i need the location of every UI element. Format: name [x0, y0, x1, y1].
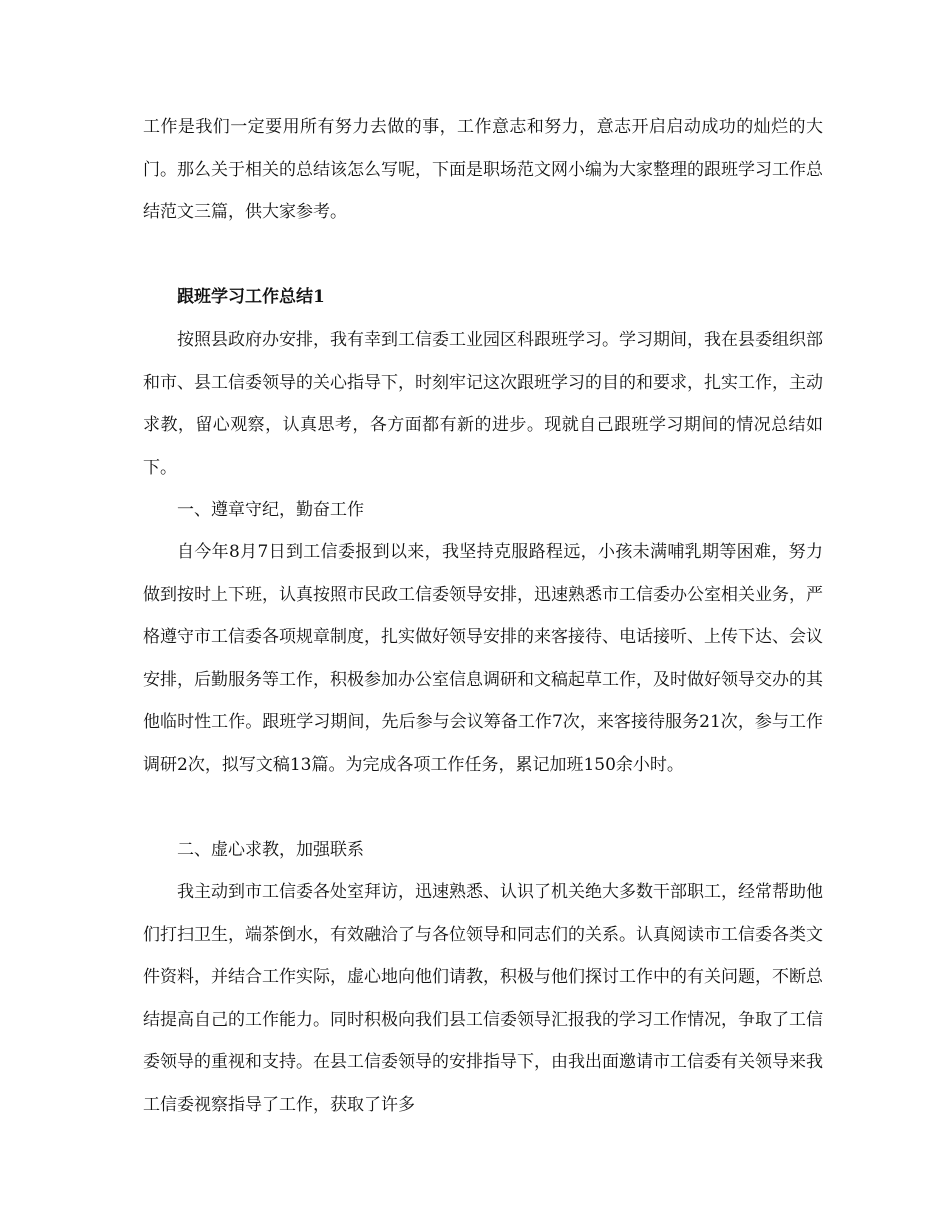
body-paragraph-1: 按照县政府办安排，我有幸到工信委工业园区科跟班学习。学习期间，我在县委组织部和市、县工信委领导的关心指导下，时刻牢记这次跟班学习的目的和要求，扎实工作，主动求教，留心观察，认真思考，各方面都有新的进步。现就自己跟班学习期间的情况总结如下。: [143, 330, 823, 478]
intro-paragraph: 工作是我们一定要用所有努力去做的事，工作意志和努力，意志开启启动成功的灿烂的大门。那么关于相关的总结该怎么写呢，下面是职场范文网小编为大家整理的跟班学习工作总结范文三篇，供大家参考。: [143, 117, 823, 222]
section-title-1: 跟班学习工作总结1: [177, 287, 325, 307]
subsection-heading-1: 一、遵章守纪，勤奋工作: [177, 500, 364, 520]
body-paragraph-2: 自今年8月7日到工信委报到以来，我坚持克服路程远，小孩未满哺乳期等困难，努力做到按时上下班，认真按照市民政工信委领导安排，迅速熟悉市工信委办公室相关业务，严格遵守市工信委各项规章制度，扎实做好领导安排的来客接待、电话接听、上传下达、会议安排，后勤服务等工作，积极参加办公室信息调研和文稿起草工作，及时做好领导交办的其他临时性工作。跟班学习期间，先后参与会议筹备工作7次，来客接待服务21次，参与工作调研2次，拟写文稿13篇。为完成各项工作任务，累记加班150余小时。: [143, 542, 823, 775]
subsection-heading-2: 二、虚心求教，加强联系: [177, 840, 364, 860]
body-paragraph-3: 我主动到市工信委各处室拜访，迅速熟悉、认识了机关绝大多数干部职工，经常帮助他们打扫卫生，端茶倒水，有效融洽了与各位领导和同志们的关系。认真阅读市工信委各类文件资料，并结合工作实际，虚心地向他们请教，积极与他们探讨工作中的有关问题，不断总结提高自己的工作能力。同时积极向我们县工信委领导汇报我的学习工作情况，争取了工信委领导的重视和支持。在县工信委领导的安排指导下，由我出面邀请市工信委有关领导来我工信委视察指导了工作，获取了许多: [143, 882, 823, 1115]
